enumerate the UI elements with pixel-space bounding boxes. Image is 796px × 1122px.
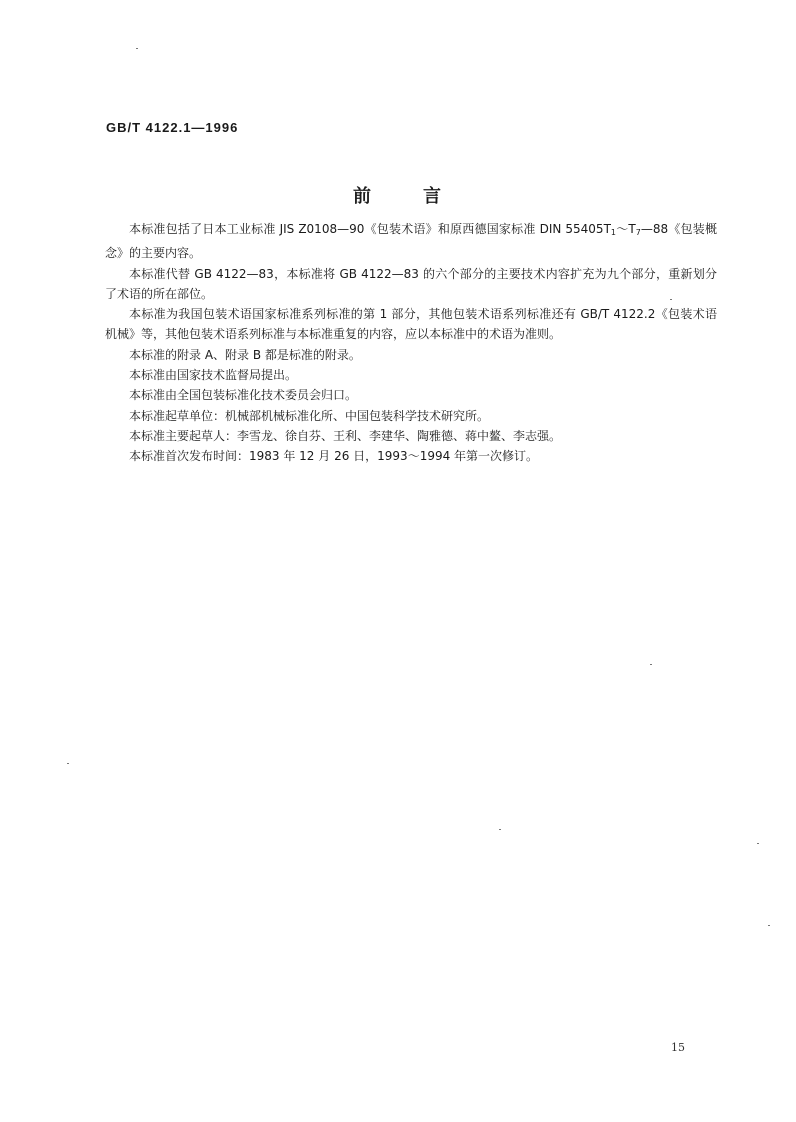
page-title [0,182,796,208]
standard-code: GB/T 4122.1—1996 [106,120,239,135]
subscript-1: 1 [610,228,616,237]
title-char-2: 言 [423,186,443,207]
paragraph-scope-text-b: ～T [616,222,636,236]
title-char-1: 前 [353,186,373,207]
scan-speck [499,829,501,830]
paragraph-scope [105,219,717,264]
scan-speck [768,925,770,926]
paragraph-appendix: 本标准的附录 A、附录 B 都是标准的附录。 [129,347,361,362]
scan-speck [650,664,652,665]
paragraph-drafting-units: 本标准起草单位：机械部机械标准化所、中国包装科学技术研究所。 [129,408,490,423]
scan-speck [670,299,672,300]
scan-speck [757,843,759,844]
paragraph-drafters: 本标准主要起草人：李雪龙、徐自芬、王利、李建华、陶雅德、蒋中鳌、李志强。 [129,428,562,443]
paragraph-proposed-by: 本标准由国家技术监督局提出。 [129,368,298,383]
foreword-body [105,219,730,467]
paragraph-scope-text-c: —88《包装概念》的主要内容。 [105,222,717,261]
paragraph-centralized-by: 本标准由全国包装标准化技术委员会归口。 [129,388,358,403]
page-number: 15 [671,1041,685,1054]
scan-speck [136,48,138,49]
paragraph-series: 本标准为我国包装术语国家标准系列标准的第 1 部分，其他包装术语系列标准还有 GB/T 4122.2《包装术语 机械》等，其他包装术语系列标准与本标准重复的内容，应以本标准中的术语为准则。 [105,307,730,342]
scan-speck [67,763,69,764]
paragraph-release-history: 本标准首次发布时间：1983 年 12 月 26 日，1993～1994 年第一次修订。 [129,449,539,464]
paragraph-replaces: 本标准代替 GB 4122—83，本标准将 GB 4122—83 的六个部分的主要技术内容扩充为九个部分，重新划分了术语的所在部位。 [105,266,717,301]
paragraph-scope-text-a: 本标准包括了日本工业标准 JIS Z0108—90《包装术语》和原西德国家标准 DIN 55405T [129,222,611,236]
subscript-7: 7 [635,228,641,237]
